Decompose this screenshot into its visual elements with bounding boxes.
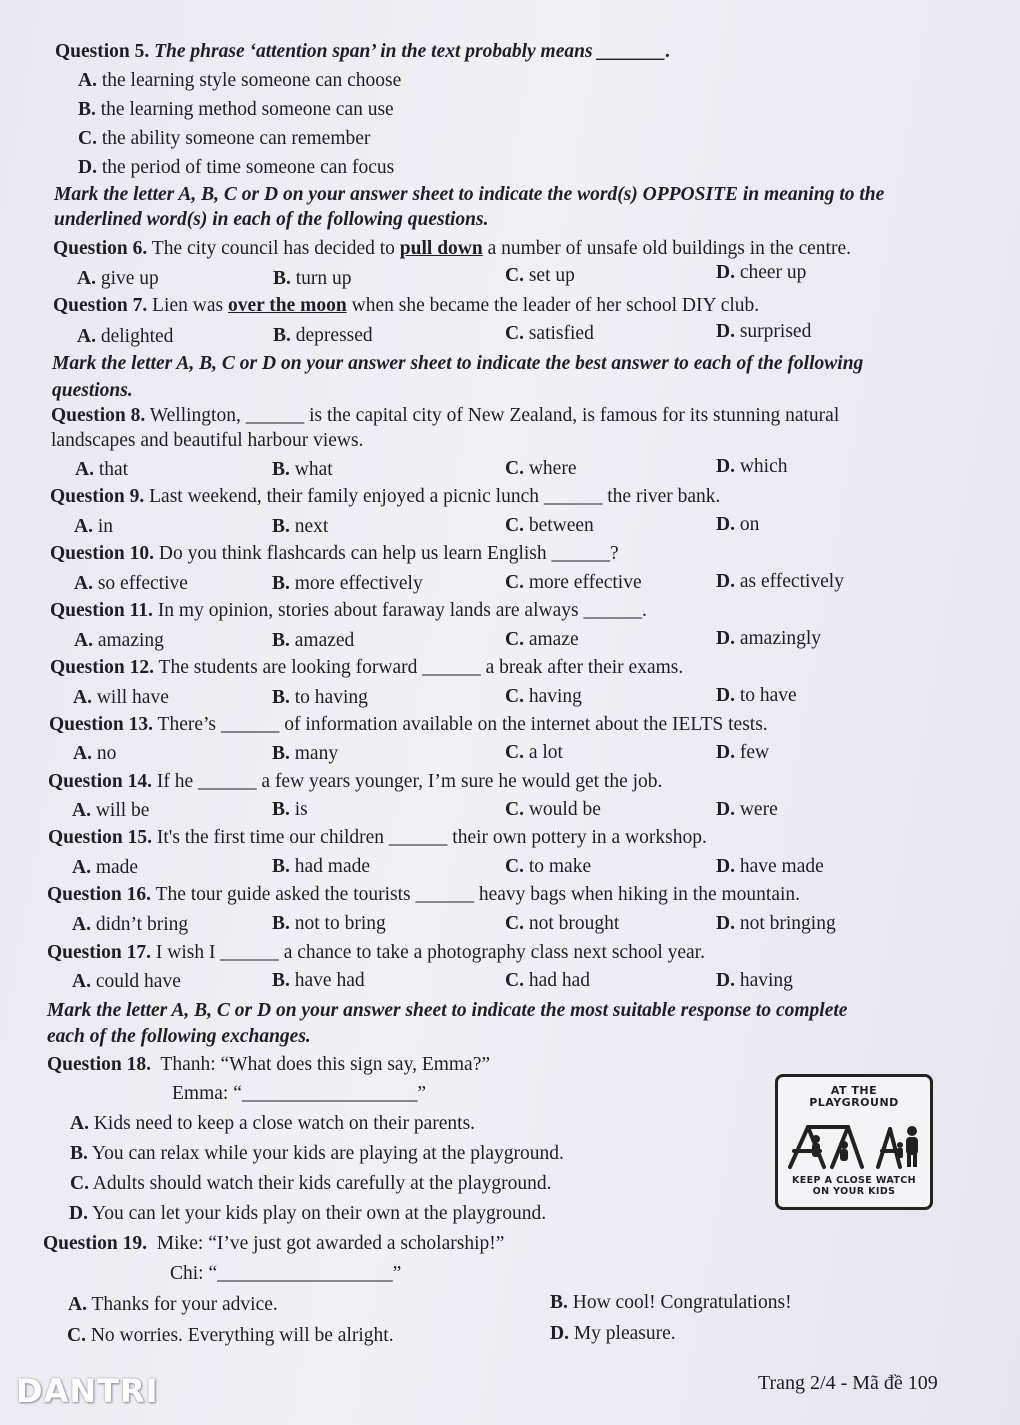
option-c: C. to make [505, 856, 592, 877]
sign-title-line2: PLAYGROUND [809, 1096, 899, 1109]
option-c: C. Adults should watch their kids carefully at the playground. [70, 1173, 552, 1194]
question-17: Question 17. I wish I ______ a chance to take a photography class next school year. [47, 942, 705, 963]
option-c: C. more effective [505, 572, 642, 593]
option-b: B. is [272, 799, 308, 820]
dantri-watermark-logo: DANTRI [16, 1372, 159, 1410]
question-16: Question 16. The tour guide asked the tourists ______ heavy bags when hiking in the mountain. [47, 884, 801, 905]
option-a: A. didn’t bring [72, 914, 189, 935]
playground-pictogram-icon [786, 1121, 922, 1171]
option-a: A. so effective [74, 573, 188, 594]
option-b: B. How cool! Congratulations! [550, 1292, 792, 1313]
option-a: A. that [75, 459, 129, 480]
sign-caption-line1: KEEP A CLOSE WATCH [792, 1175, 916, 1186]
question-8: Question 8. Wellington, ______ is the capital city of New Zealand, is famous for its stunning natural [51, 405, 840, 426]
option-c: C. amaze [505, 629, 579, 650]
question-11: Question 11. In my opinion, stories about faraway lands are always ______. [50, 600, 647, 621]
option-d: D. surprised [716, 321, 812, 342]
sign-title-line1: AT THE [830, 1084, 878, 1097]
option-a: A. Thanks for your advice. [68, 1294, 278, 1315]
option-b: B. amazed [272, 630, 355, 651]
page-footer: Trang 2/4 - Mã đề 109 [758, 1372, 938, 1394]
underlined-phrase: over the moon [227, 295, 347, 316]
option-b: B. turn up [273, 268, 352, 289]
option-d: D. not bringing [716, 913, 836, 934]
sign-caption [778, 1175, 930, 1197]
option-b: B. You can relax while your kids are playing at the playground. [70, 1143, 564, 1164]
option-c: C. between [505, 515, 594, 536]
option-a: A. will be [72, 800, 150, 821]
option-b: B. not to bring [272, 913, 386, 934]
instruction-response-line2: each of the following exchanges. [47, 1026, 311, 1047]
option-a: A. made [72, 857, 139, 878]
question-6: Question 6. The city council has decided to pull down a number of unsafe old buildings in the centre. [53, 238, 851, 259]
option-a: A. will have [73, 687, 169, 708]
option-d: D. amazingly [716, 628, 822, 649]
option-d: D. have made [716, 856, 824, 877]
option-c: C. a lot [505, 742, 563, 763]
option-a: A. delighted [77, 326, 174, 347]
option-c: C. having [505, 686, 582, 707]
option-c: C. not brought [505, 913, 620, 934]
option-a: A. give up [77, 268, 159, 289]
option-b: B. depressed [273, 325, 373, 346]
question-18: Question 18. Thanh: “What does this sign say, Emma?” [47, 1054, 491, 1075]
instruction-response-line1: Mark the letter A, B, C or D on your answer sheet to indicate the most suitable response to complete [47, 1000, 848, 1021]
option-a: A. no [73, 743, 117, 764]
option-c: C. satisfied [505, 323, 594, 344]
option-b: B. next [272, 516, 329, 537]
question-15: Question 15. It's the first time our children ______ their own pottery in a workshop. [48, 827, 707, 848]
option-d: D. few [716, 742, 770, 763]
option-a: A. the learning style someone can choose [78, 70, 402, 91]
instruction-opposite-line1: Mark the letter A, B, C or D on your answer sheet to indicate the word(s) OPPOSITE in meaning to the [54, 184, 885, 205]
sign-caption-line2: ON YOUR KIDS [812, 1186, 896, 1197]
underlined-phrase: pull down [399, 238, 483, 259]
option-b: B. many [272, 743, 339, 764]
instruction-best-line2: questions. [52, 380, 133, 401]
option-a: A. in [74, 516, 114, 537]
question-13: Question 13. There’s ______ of information available on the internet about the IELTS tests. [49, 714, 768, 735]
question-8-continued: landscapes and beautiful harbour views. [51, 430, 364, 451]
question-9: Question 9. Last weekend, their family enjoyed a picnic lunch ______ the river bank. [50, 486, 721, 507]
option-a: A. amazing [74, 630, 164, 651]
question-stem: The phrase ‘attention span’ in the text probably means _______. [154, 41, 671, 62]
option-a: A. Kids need to keep a close watch on their parents. [70, 1113, 476, 1134]
option-d: D. cheer up [716, 262, 807, 283]
option-c: C. No worries. Everything will be alright. [67, 1325, 394, 1346]
question-5 [55, 40, 671, 64]
question-label: Question 5. [55, 41, 150, 62]
option-b: B. to having [272, 687, 368, 708]
question-19: Question 19. Mike: “I’ve just got awarded a scholarship!” [43, 1233, 505, 1254]
option-d: D. on [716, 514, 760, 535]
option-c: C. set up [505, 265, 575, 286]
option-b: B. have had [272, 970, 365, 991]
option-d: D. You can let your kids play on their own at the playground. [69, 1203, 547, 1224]
option-b: B. the learning method someone can use [78, 99, 394, 120]
option-a: A. could have [72, 971, 181, 992]
option-d: D. My pleasure. [550, 1323, 676, 1344]
option-c: C. where [505, 458, 577, 479]
question-7: Question 7. Lien was over the moon when she became the leader of her school DIY club. [53, 295, 760, 316]
option-c: C. had had [505, 970, 591, 991]
option-d: D. were [716, 799, 778, 820]
question-19-reply: Chi: “__________________” [170, 1263, 402, 1284]
option-b: B. more effectively [272, 573, 423, 594]
option-c: C. the ability someone can remember [78, 128, 371, 149]
question-10: Question 10. Do you think flashcards can help us learn English ______? [50, 543, 619, 564]
instruction-opposite-line2: underlined word(s) in each of the following questions. [54, 209, 489, 230]
question-14: Question 14. If he ______ a few years younger, I’m sure he would get the job. [48, 771, 663, 792]
playground-sign [775, 1074, 933, 1210]
option-b: B. had made [272, 856, 371, 877]
option-d: D. to have [716, 685, 797, 706]
option-d: D. as effectively [716, 571, 844, 592]
question-12: Question 12. The students are looking forward ______ a break after their exams. [50, 657, 684, 678]
option-d: D. having [716, 970, 793, 991]
option-b: B. what [272, 459, 333, 480]
option-d: D. the period of time someone can focus [78, 157, 395, 178]
option-c: C. would be [505, 799, 601, 820]
instruction-best-line1: Mark the letter A, B, C or D on your answer sheet to indicate the best answer to each of the following [52, 353, 864, 374]
option-d: D. which [716, 456, 788, 477]
question-18-reply: Emma: “__________________” [172, 1083, 427, 1104]
